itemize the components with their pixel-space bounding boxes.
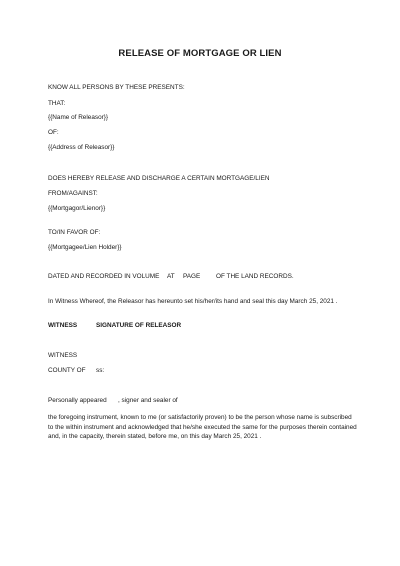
releasor-name-placeholder: {{Name of Releasor}}: [48, 114, 109, 121]
dated-recorded-text: DATED AND RECORDED IN VOLUME: [48, 273, 160, 280]
know-all-line: KNOW ALL PERSONS BY THESE PRESENTS:: [48, 84, 185, 91]
mortgagee-placeholder: {{Mortgagee/Lien Holder}}: [48, 244, 122, 251]
witness-heading: WITNESS: [48, 322, 78, 329]
of-label: OF:: [48, 129, 59, 136]
in-witness-line: In Witness Whereof, the Releasor has hereunto set his/her/its hand and seal this day March 25, 2021 .: [48, 298, 338, 305]
ss-text: ss:: [96, 367, 105, 374]
from-against-label: FROM/AGAINST:: [48, 190, 98, 197]
signer-sealer-text: , signer and sealer of: [118, 397, 178, 404]
releasor-address-placeholder: {{Address of Releasor}}: [48, 144, 115, 151]
to-in-favor-label: TO/IN FAVOR OF:: [48, 229, 101, 236]
personally-appeared-text: Personally appeared: [48, 397, 107, 404]
release-discharge-line: DOES HEREBY RELEASE AND DISCHARGE A CERTAIN MORTGAGE/LIEN: [48, 175, 270, 182]
document-title: RELEASE OF MORTGAGE OR LIEN: [118, 48, 282, 59]
witness-label: WITNESS: [48, 352, 78, 359]
signature-of-releasor-heading: SIGNATURE OF RELEASOR: [96, 322, 182, 329]
foregoing-instrument-paragraph: the foregoing instrument, known to me (or satisfactorily proven) to be the person whose name is subscribed to the within instrument and acknowledged that he/she executed the same for the purposes therein contained and, in the capacity, therein stated, before me, on this day March 25, 2021 .: [48, 414, 357, 441]
county-of-text: COUNTY OF: [48, 367, 86, 374]
that-label: THAT:: [48, 100, 66, 107]
land-records-text: OF THE LAND RECORDS.: [216, 273, 294, 280]
page-text: PAGE: [183, 273, 201, 280]
mortgagor-placeholder: {{Mortgagor/Lienor}}: [48, 205, 106, 212]
at-text: AT: [167, 273, 175, 280]
